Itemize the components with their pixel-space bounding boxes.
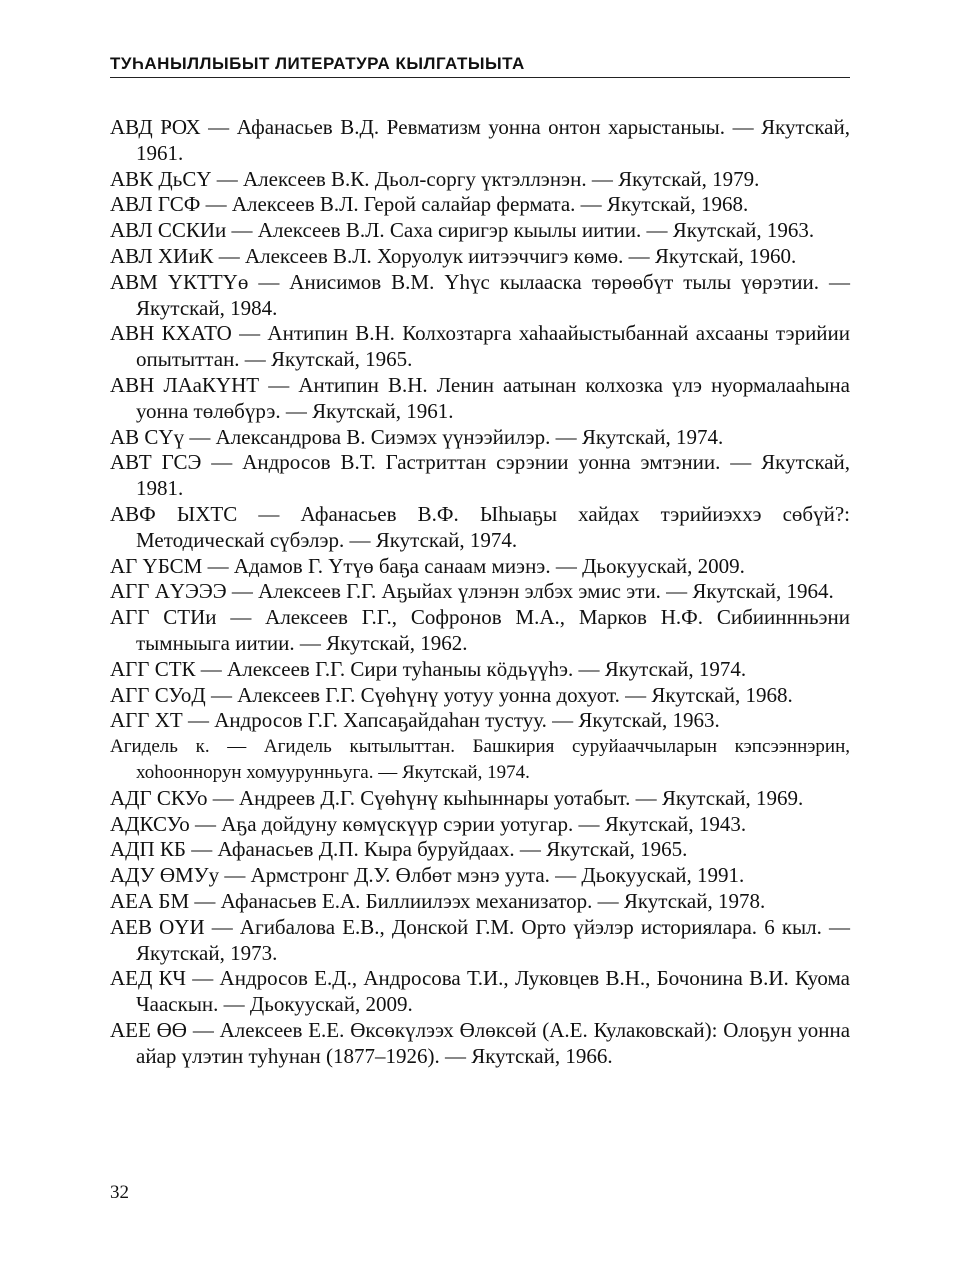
bibliography-entry (110, 683, 850, 709)
bibliography-entry (110, 915, 850, 967)
bibliography-list (110, 115, 850, 1069)
bibliography-entry (110, 115, 850, 167)
bibliography-entry (110, 837, 850, 863)
entry-abbreviation: АДП КБ (110, 837, 186, 862)
entry-description: — Адамов Г. Үтүө баҕа санаам миэнэ. — Дьокуускай, 2009. (207, 553, 745, 578)
entry-abbreviation: АВД ҎОХ (110, 115, 201, 139)
entry-abbreviation: АЕЕ ӨӨ (110, 1017, 187, 1042)
entry-description: — Андросов Г.Г. Хапсаҕайдаһан тустуу. — Якутскай, 1963. (187, 708, 720, 733)
entry-description: — Агибалова Е.В., Донской Г.М. Орто үйэлэр историялара. 6 кыл. — Якутскай, 1973. (136, 914, 851, 965)
entry-abbreviation: АВЛ ГСФ (110, 192, 201, 217)
bibliography-entry (110, 786, 850, 812)
entry-abbreviation: АГГ ХТ (110, 708, 183, 733)
entry-abbreviation: АВН ЛАаКҮНТ (110, 372, 260, 397)
entry-abbreviation: АВН КХАТО (110, 321, 232, 346)
bibliography-entry (110, 192, 850, 218)
entry-abbreviation: АДКСУо (110, 811, 190, 836)
entry-description: — Андросов В.Т. Гастриттан сэрэнии уонна эмтэнии. — Якутскай, 1981. (136, 450, 851, 501)
entry-description: — Алексеев Г.Г., Софронов М.А., Марков Н.Ф. Сибииннньэни тымныыга иитии. — Якутскай, 1962. (136, 605, 851, 655)
bibliography-entry (110, 244, 850, 270)
bibliography-entry (110, 450, 850, 502)
entry-description: — Афанасьев В.Д. Ҏевматизм уонна онтон харыстаныы. — Якутскай, 1961. (136, 115, 850, 165)
entry-description: — Агидель кытылыттан. Башкирия суруйааччыларын кэпсээннэрин, хоһооннорун хомуурунньуга. — Якутскай, 1974. (136, 736, 851, 783)
entry-abbreviation: АВФ ЫХТС (110, 501, 238, 526)
entry-abbreviation: АДГ СКУо (110, 785, 208, 810)
bibliography-entry (110, 863, 850, 889)
page-number: 32 (110, 1182, 129, 1203)
entry-abbreviation: АВЛ ХИиК (110, 243, 214, 268)
entry-abbreviation: АГГ СТИи (110, 605, 217, 630)
bibliography-entry (110, 373, 850, 425)
bibliography-entry (110, 657, 850, 683)
entry-description: — Алексеев Г.Г. Сүөһүнү уотуу уонна дохуот. — Якутскай, 1968. (211, 682, 793, 707)
entry-description: — Армстронг Д.У. Өлбөт мэнэ уута. — Дьокуускай, 1991. (224, 863, 745, 888)
entry-description: — Алексеев Г.Г. Сири туһаныы кӧдьүүһэ. — Якутскай, 1974. (200, 656, 747, 681)
entry-abbreviation: АЕВ ОҮИ (110, 914, 205, 939)
bibliography-entry (110, 425, 850, 451)
entry-description: — Афанасьев Е.А. Биллиилээх механизатор. — Якутскай, 1978. (194, 888, 766, 913)
entry-description: — Аҕа дойдуну көмүскүүр сэрии уотугар. — Якутскай, 1943. (194, 811, 747, 836)
bibliography-entry (110, 1018, 850, 1070)
bibliography-entry (110, 966, 850, 1018)
bibliography-entry (110, 734, 850, 786)
entry-abbreviation: Агидель к. (110, 736, 210, 758)
entry-abbreviation: АДУ ӨМУу (110, 863, 220, 888)
entry-abbreviation: АВК ДьСҮ (110, 166, 212, 191)
entry-abbreviation: АВЛ ССКИи (110, 218, 227, 243)
bibliography-entry (110, 812, 850, 838)
entry-abbreviation: АВМ ҮКТТҮө (110, 269, 249, 294)
entry-description: — Алексеев В.К. Дьол-соргу үктэллэнэн. — Якутскай, 1979. (216, 166, 760, 191)
entry-abbreviation: АГ ҮБСМ (110, 553, 203, 578)
entry-description: — Афанасьев Д.П. Кыра буруйдаах. — Якутскай, 1965. (191, 837, 688, 862)
bibliography-entry (110, 708, 850, 734)
entry-description: — Алексеев Г.Г. Аҕыйах үлэнэн элбэх эмис эти. — Якутскай, 1964. (231, 579, 834, 604)
bibliography-entry (110, 554, 850, 580)
entry-abbreviation: АГГ АҮЭЭЭ (110, 579, 227, 604)
entry-abbreviation: АЕА БМ (110, 888, 190, 913)
bibliography-entry (110, 579, 850, 605)
running-header: ТУҺАНЫЛЛЫБЫТ ЛИТЕРАТУРА КЫЛГАТЫЫТА (110, 54, 850, 78)
entry-abbreviation: АГГ СУоД (110, 682, 206, 707)
bibliography-entry (110, 218, 850, 244)
bibliography-entry (110, 270, 850, 322)
bibliography-entry (110, 167, 850, 193)
entry-description: — Александрова В. Сиэмэх үүнээйилэр. — Якутскай, 1974. (189, 424, 724, 449)
entry-abbreviation: АВТ ГСЭ (110, 450, 202, 475)
entry-description: — Андреев Д.Г. Сүөһүнү кыһыннары уотабыт. — Якутскай, 1969. (212, 785, 804, 810)
entry-abbreviation: АГГ СТК (110, 656, 196, 681)
entry-description: — Антипин В.Н. Ленин аатынан колхозка үлэ нуормалааһына уонна төлөбүрэ. — Якутскай, 1961. (136, 372, 850, 423)
entry-description: — Алексеев В.Л. Герой салайар фермата. — Якутскай, 1968. (205, 192, 749, 217)
entry-description: — Алексеев В.Л. Саха сиригэр кыылы иитии. — Якутскай, 1963. (231, 218, 815, 243)
bibliography-entry (110, 502, 850, 554)
entry-description: — Афанасьев В.Ф. Ыһыаҕы хайдах тэрийиэххэ сөбүй?: Методическай сүбэлэр. — Якутскай, 1974. (136, 501, 850, 552)
entry-abbreviation: АЕД КЧ (110, 966, 186, 991)
entry-description: — Антипин В.Н. Колхозтарга хаһаайыстыбаннай ахсааны тэрийии опытыттан. — Якутскай, 1965. (136, 321, 851, 372)
entry-abbreviation: АВ СҮү (110, 424, 185, 449)
entry-description: — Алексеев В.Л. Хоруолук иитээччигэ көмө. — Якутскай, 1960. (218, 243, 797, 268)
bibliography-entry (110, 321, 850, 373)
entry-description: — Анисимов В.М. Үһүс кылааска төрөөбүт тылы үөрэтии. — Якутскай, 1984. (136, 269, 851, 320)
bibliography-entry (110, 889, 850, 915)
entry-description: — Андросов Е.Д., Андросова Т.И., Луковцев В.Н., Бочонина В.И. Куома Чааскын. — Дьокуускай, 2009. (136, 966, 850, 1017)
bibliography-entry (110, 605, 850, 657)
entry-description: — Алексеев Е.Е. Өксөкүлээх Өлөксөй (А.Е. Кулаковскай): Олоҕун уонна айар үлэтин туһунан (1877–1926). — Якутскай, 1966. (136, 1017, 851, 1068)
